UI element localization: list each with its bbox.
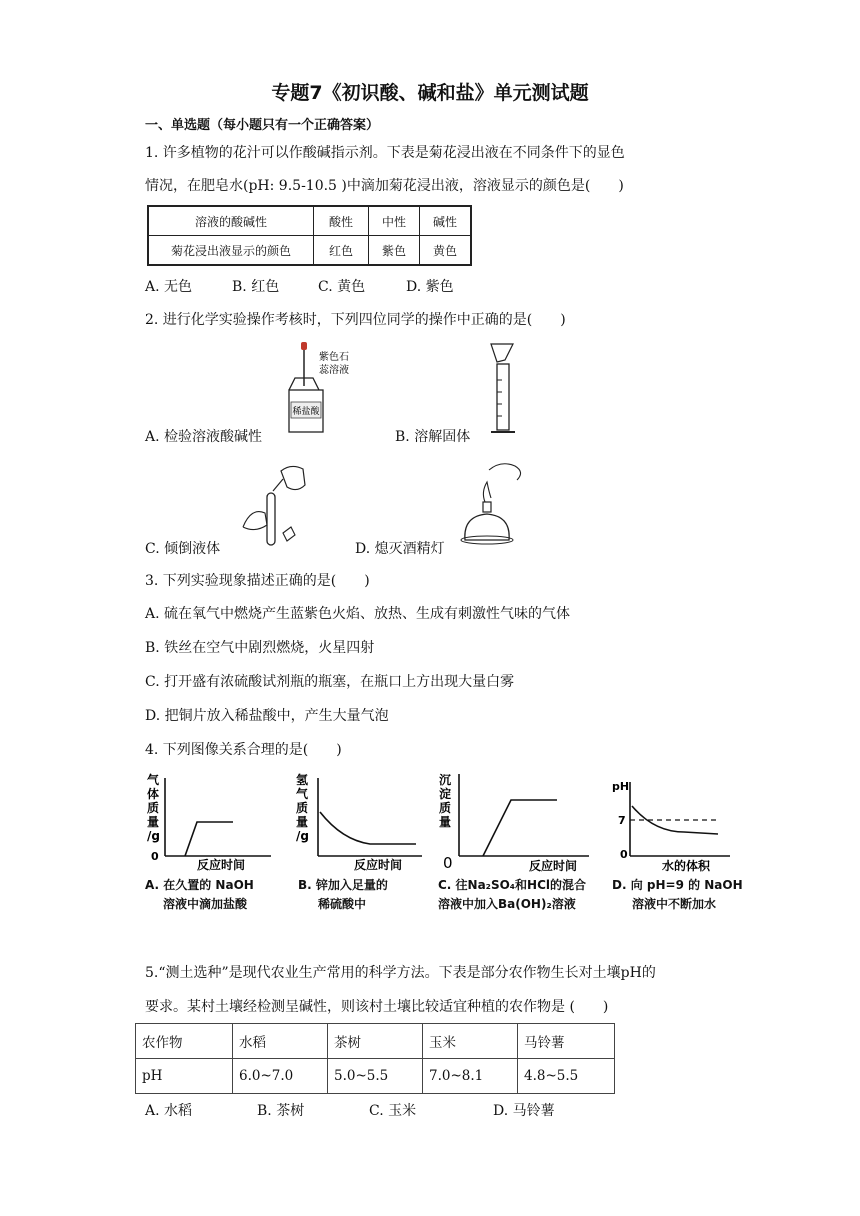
graph-c [437, 770, 597, 872]
graph-c-line [483, 800, 557, 856]
q3-stem: 3. 下列实验现象描述正确的是( ) [145, 573, 370, 589]
table-cell: 碱性 [420, 206, 472, 236]
q1-stem-line1: 1. 许多植物的花汁可以作酸碱指示剂。下表是菊花浸出液在不同条件下的显色 [145, 145, 625, 161]
q1-stem-line2: 情况，在肥皂水(pH: 9.5-10.5 )中滴加菊花浸出液，溶液显示的颜色是( ) [145, 178, 624, 194]
table-cell: 中性 [369, 206, 420, 236]
axis-label-char: 气 [296, 787, 309, 801]
axis-label-char: 量 [439, 815, 452, 829]
axis-label-char: 氢 [296, 773, 309, 787]
table-cell: 马铃薯 [518, 1024, 615, 1059]
q2-option-a[interactable]: A. 检验溶液酸碱性 [145, 429, 263, 445]
graph-b-caption-2: 稀硫酸中 [318, 897, 367, 911]
origin-label: 0 [151, 850, 159, 863]
q2-option-b[interactable]: B. 溶解固体 [395, 429, 471, 445]
q3-option-c[interactable]: C. 打开盛有浓硫酸试剂瓶的瓶塞，在瓶口上方出现大量白雾 [145, 674, 515, 690]
table-row [136, 1059, 615, 1094]
table-cell: 4.8~5.5 [518, 1059, 615, 1094]
table-row [148, 236, 471, 266]
axis-label-char: 气 [147, 773, 160, 787]
graph-b-caption-1: B. 锌加入足量的 [298, 878, 388, 892]
graph-a-caption-2: 溶液中滴加盐酸 [163, 897, 248, 911]
graph-b-line [320, 812, 416, 844]
figure-label: 蕊溶液 [319, 365, 349, 376]
x-axis-label: 反应时间 [354, 858, 403, 872]
pouring-liquid-figure [235, 455, 315, 550]
alcohol-lamp-figure [455, 458, 535, 548]
axis-label-char: 淀 [439, 787, 452, 801]
graph-c-caption-2: 溶液中加入Ba(OH)₂溶液 [438, 897, 576, 911]
q5-ph-table [135, 1023, 615, 1094]
q4-stem: 4. 下列图像关系合理的是( ) [145, 742, 342, 758]
table-cell: 7.0~8.1 [423, 1059, 518, 1094]
table-cell: 菊花浸出液显示的颜色 [148, 236, 314, 266]
q1-options [145, 276, 454, 296]
q5-option-c[interactable]: C. 玉米 [369, 1103, 417, 1119]
table-cell: 黄色 [420, 236, 472, 266]
table-cell: 6.0~7.0 [233, 1059, 328, 1094]
axis-label-char: 体 [147, 787, 160, 801]
q1-option-c[interactable]: C. 黄色 [318, 279, 366, 295]
table-cell: 紫色 [369, 236, 420, 266]
axis-label-char: 量 [147, 815, 160, 829]
section-heading: 一、单选题（每小题只有一个正确答案） [145, 118, 380, 133]
graph-b [294, 772, 424, 872]
graph-d-caption-2: 溶液中不断加水 [632, 897, 717, 911]
table-row [136, 1024, 615, 1059]
table-cell: 酸性 [314, 206, 369, 236]
q1-option-a[interactable]: A. 无色 [145, 279, 193, 295]
table-cell: 水稻 [233, 1024, 328, 1059]
graph-a-caption-1: A. 在久置的 NaOH [145, 878, 254, 892]
graph-d-caption-1: D. 向 pH=9 的 NaOH [612, 878, 743, 892]
dropper-bottle-figure [285, 338, 365, 438]
axis-label-char: 质 [147, 801, 160, 815]
table-cell: 玉米 [423, 1024, 518, 1059]
graph-c-caption-1: C. 往Na₂SO₄和HCl的混合 [438, 878, 587, 892]
q5-stem-line1: 5.“测土选种”是现代农业生产常用的科学方法。下表是部分农作物生长对土壤pH的 [145, 965, 656, 981]
table-row [148, 206, 471, 236]
x-axis-label: 水的体积 [662, 859, 711, 872]
q2-stem: 2. 进行化学实验操作考核时，下列四位同学的操作中正确的是( ) [145, 312, 566, 328]
q5-option-d[interactable]: D. 马铃薯 [493, 1103, 555, 1119]
table-cell: 溶液的酸碱性 [148, 206, 314, 236]
q1-color-table [147, 205, 472, 266]
axis-label-char: /g [296, 829, 309, 843]
axis-label-char: 质 [439, 801, 452, 815]
q1-option-b[interactable]: B. 红色 [232, 279, 280, 295]
table-cell: 茶树 [328, 1024, 423, 1059]
q3-option-a[interactable]: A. 硫在氧气中燃烧产生蓝紫色火焰、放热、生成有刺激性气味的气体 [145, 606, 571, 622]
q1-option-d[interactable]: D. 紫色 [406, 279, 454, 295]
q2-option-d[interactable]: D. 熄灭酒精灯 [355, 541, 445, 557]
table-cell: 红色 [314, 236, 369, 266]
q5-stem-line2: 要求。某村土壤经检测呈碱性，则该村土壤比较适宜种植的农作物是 ( ) [145, 999, 609, 1015]
q3-option-d[interactable]: D. 把铜片放入稀盐酸中，产生大量气泡 [145, 708, 389, 724]
graph-d [608, 776, 738, 872]
x-axis-label: 反应时间 [529, 859, 578, 872]
axis-label-char: 质 [296, 801, 309, 815]
figure-label: 紫色石 [319, 352, 349, 363]
table-cell: 农作物 [136, 1024, 233, 1059]
axis-label-char: 沉 [439, 773, 452, 787]
graph-a-line [185, 822, 233, 856]
q5-option-b[interactable]: B. 茶树 [257, 1103, 305, 1119]
x-axis-label: 反应时间 [197, 858, 246, 872]
axis-label-char: 量 [296, 815, 309, 829]
axis-label-char: /g [147, 829, 160, 843]
axis-label: pH [612, 780, 630, 793]
q5-option-a[interactable]: A. 水稻 [145, 1103, 193, 1119]
table-cell: 5.0~5.5 [328, 1059, 423, 1094]
table-cell: pH [136, 1059, 233, 1094]
q2-option-c[interactable]: C. 倾倒液体 [145, 541, 221, 557]
q5-options [145, 1100, 555, 1120]
graph-a [145, 772, 275, 872]
figure-label: 稀盐酸 [292, 407, 320, 417]
page-title: 专题7《初识酸、碱和盐》单元测试题 [271, 82, 589, 104]
tick-label: 7 [618, 814, 626, 827]
origin-label: 0 [620, 848, 628, 861]
q3-option-b[interactable]: B. 铁丝在空气中剧烈燃烧，火星四射 [145, 640, 375, 656]
graduated-cylinder-figure [485, 340, 525, 440]
origin-label: 0 [443, 854, 453, 872]
